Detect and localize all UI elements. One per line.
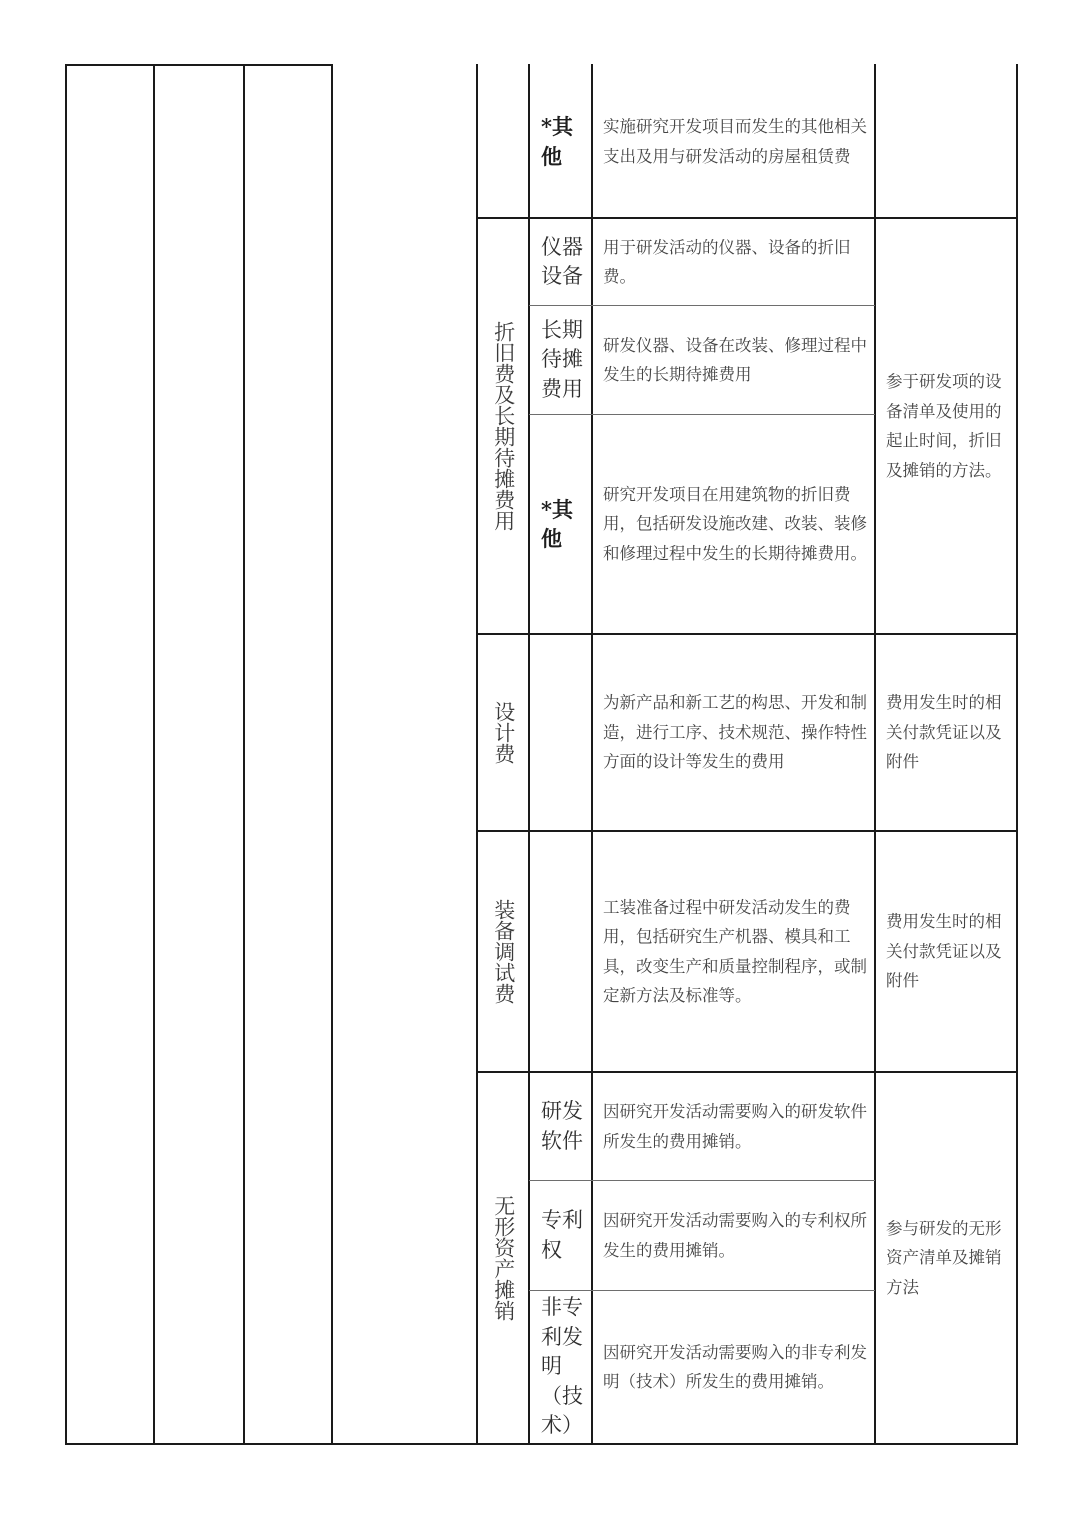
desc-text: 因研究开发活动需要购入的研发软件所发生的费用摊销。 [603,1102,867,1151]
sub-item-patent [530,1181,591,1290]
desc-text: 实施研究开发项目而发生的其他相关支出及用与研发活动的房屋租赁费 [603,117,867,166]
sub-item-label: 非专利发明（技术） [541,1295,583,1438]
sub-item-non-patent [530,1291,591,1443]
sub-item-label: 专利权 [541,1208,583,1262]
category-label: 设计费 [491,701,516,764]
desc-text: 工装准备过程中研发活动发生的费用，包括研究生产机器、模具和工具，改变生产和质量控制程序，或制定新方法及标准等。 [603,897,867,1005]
desc-design [593,635,874,830]
doc-text: 费用发生时的相关付款凭证以及附件 [886,912,1002,991]
desc-patent [593,1181,874,1290]
desc-other-2 [593,415,874,633]
doc-text: 参于研发项的设备清单及使用的起止时间，折旧及摊销的方法。 [886,372,1002,480]
desc-text: 研发仪器、设备在改装、修理过程中发生的长期待摊费用 [603,335,867,384]
sub-item-design-empty [530,635,591,830]
col-line-3 [243,64,245,1445]
desc-text: 为新产品和新工艺的构思、开发和制造，进行工序、技术规范、操作特性方面的设计等发生的费用 [603,693,867,772]
desc-non-patent [593,1291,874,1443]
doc-text: 费用发生时的相关付款凭证以及附件 [886,693,1002,772]
category-intangible [478,1073,528,1443]
doc-intangible [876,1073,1016,1443]
sub-item-other-1 [530,66,591,217]
col-line-1 [65,64,67,1445]
desc-text: 因研究开发活动需要购入的专利权所发生的费用摊销。 [603,1211,867,1260]
desc-rd-software [593,1073,874,1180]
category-design [478,635,528,830]
sub-item-long-term-prepaid [530,306,591,414]
desc-text: 用于研发活动的仪器、设备的折旧费。 [603,237,851,286]
doc-design [876,635,1016,830]
sub-item-rd-software [530,1073,591,1180]
sub-item-label: 长期待摊费用 [541,317,583,401]
desc-text: 因研究开发活动需要购入的非专利发明（技术）所发生的费用摊销。 [603,1342,867,1391]
category-depreciation [478,219,528,633]
sub-item-label: *其他 [541,114,573,169]
doc-equipment-debug [876,832,1016,1071]
desc-equipment-debug [593,832,874,1071]
category-label: 折旧费及长期待摊费用 [491,321,516,531]
col-line-2 [153,64,155,1445]
sub-item-label: 研发软件 [541,1099,583,1153]
sub-item-equipment-empty [530,832,591,1071]
category-label: 装备调试费 [491,899,516,1004]
category-equipment-debug [478,832,528,1071]
sub-item-other-2 [530,415,591,633]
doc-depreciation [876,219,1016,633]
col-line-9 [1016,64,1018,1445]
left-top-border [65,64,333,66]
doc-text: 参与研发的无形资产清单及摊销方法 [886,1218,1002,1297]
desc-other-1 [593,66,874,217]
sub-item-label: *其他 [541,496,573,551]
category-label: 无形资产摊销 [491,1195,516,1321]
desc-instruments [593,219,874,305]
sub-item-instruments [530,219,591,305]
desc-long-term-prepaid [593,306,874,414]
sub-item-label: 仪器设备 [541,234,583,288]
col-line-4 [331,64,333,1445]
desc-text: 研究开发项目在用建筑物的折旧费用，包括研发设施改建、改装、装修和修理过程中发生的长期待摊费用。 [603,484,867,563]
